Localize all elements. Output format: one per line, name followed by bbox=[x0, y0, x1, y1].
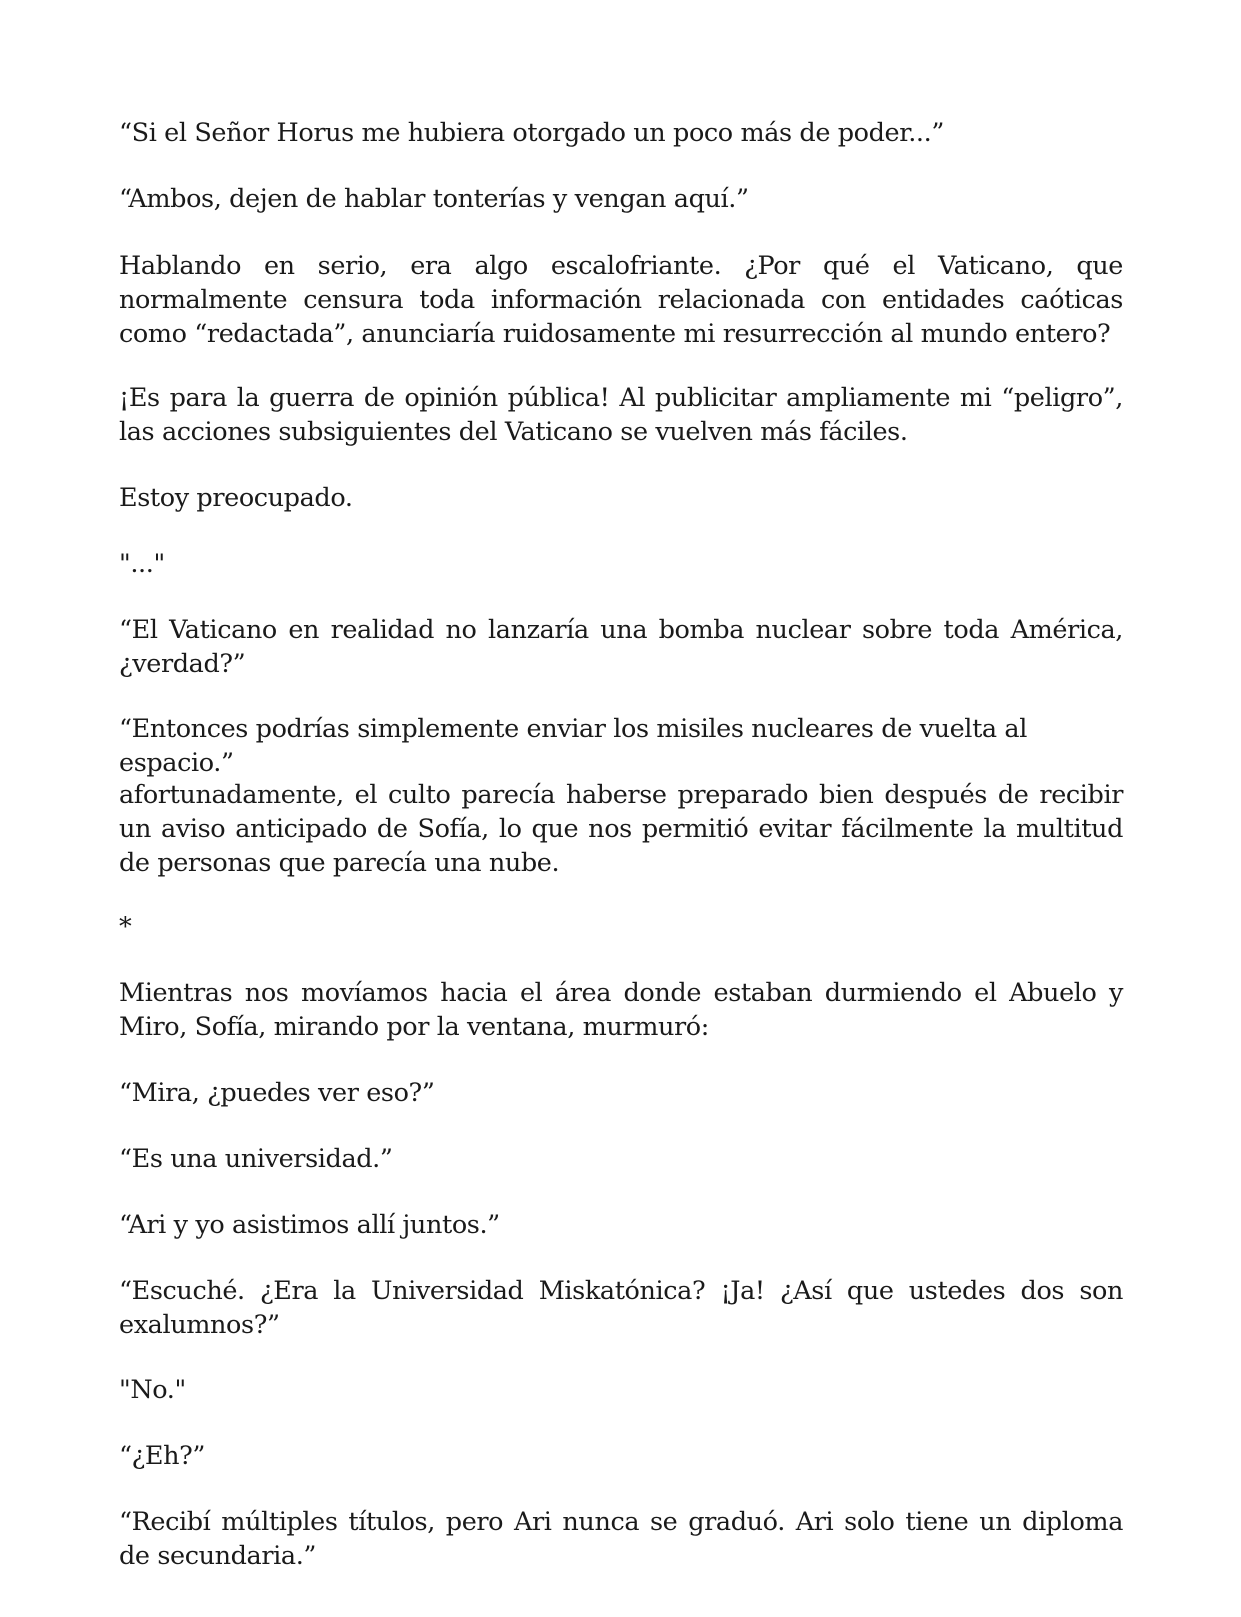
paragraph-16: “¿Eh?” bbox=[119, 1441, 206, 1471]
scene-break: * bbox=[119, 912, 132, 942]
paragraph-3: Hablando en serio, era algo escalofriante. ¿Por qué el Vaticano, que normalmente censura toda información relacionada con entidades caóticas como “redactada”, anunciaría ruidosamente mi resurrección al mundo entero? bbox=[119, 251, 1123, 349]
paragraph-10: Mientras nos movíamos hacia el área donde estaban durmiendo el Abuelo y Miro, Sofía, mirando por la ventana, murmuró: bbox=[119, 978, 1123, 1042]
paragraph-14: “Escuché. ¿Era la Universidad Miskatónica? ¡Ja! ¿Así que ustedes dos son exalumnos?” bbox=[119, 1276, 1123, 1340]
paragraph-17: “Recibí múltiples títulos, pero Ari nunca se graduó. Ari solo tiene un diploma de secundaria.” bbox=[119, 1507, 1123, 1571]
paragraph-13: “Ari y yo asistimos allí juntos.” bbox=[119, 1210, 500, 1240]
paragraph-11: “Mira, ¿puedes ver eso?” bbox=[119, 1078, 435, 1108]
paragraph-1: “Si el Señor Horus me hubiera otorgado un poco más de poder...” bbox=[119, 118, 944, 148]
paragraph-8: “Entonces podrías simplemente enviar los misiles nucleares de vuelta al espacio.” bbox=[119, 714, 1027, 778]
paragraph-6: "..." bbox=[119, 549, 165, 579]
paragraph-9: afortunadamente, el culto parecía haberse preparado bien después de recibir un aviso anticipado de Sofía, lo que nos permitió evitar fácilmente la multitud de personas que parecía una nube. bbox=[119, 780, 1123, 878]
paragraph-4: ¡Es para la guerra de opinión pública! Al publicitar ampliamente mi “peligro”, las acciones subsiguientes del Vaticano se vuelven más fáciles. bbox=[119, 383, 1123, 447]
paragraph-12: “Es una universidad.” bbox=[119, 1144, 393, 1174]
paragraph-7: “El Vaticano en realidad no lanzaría una bomba nuclear sobre toda América, ¿verdad?” bbox=[119, 615, 1123, 679]
paragraph-15: "No." bbox=[119, 1375, 186, 1405]
paragraph-2: “Ambos, dejen de hablar tonterías y vengan aquí.” bbox=[119, 184, 749, 214]
paragraph-5: Estoy preocupado. bbox=[119, 483, 353, 513]
